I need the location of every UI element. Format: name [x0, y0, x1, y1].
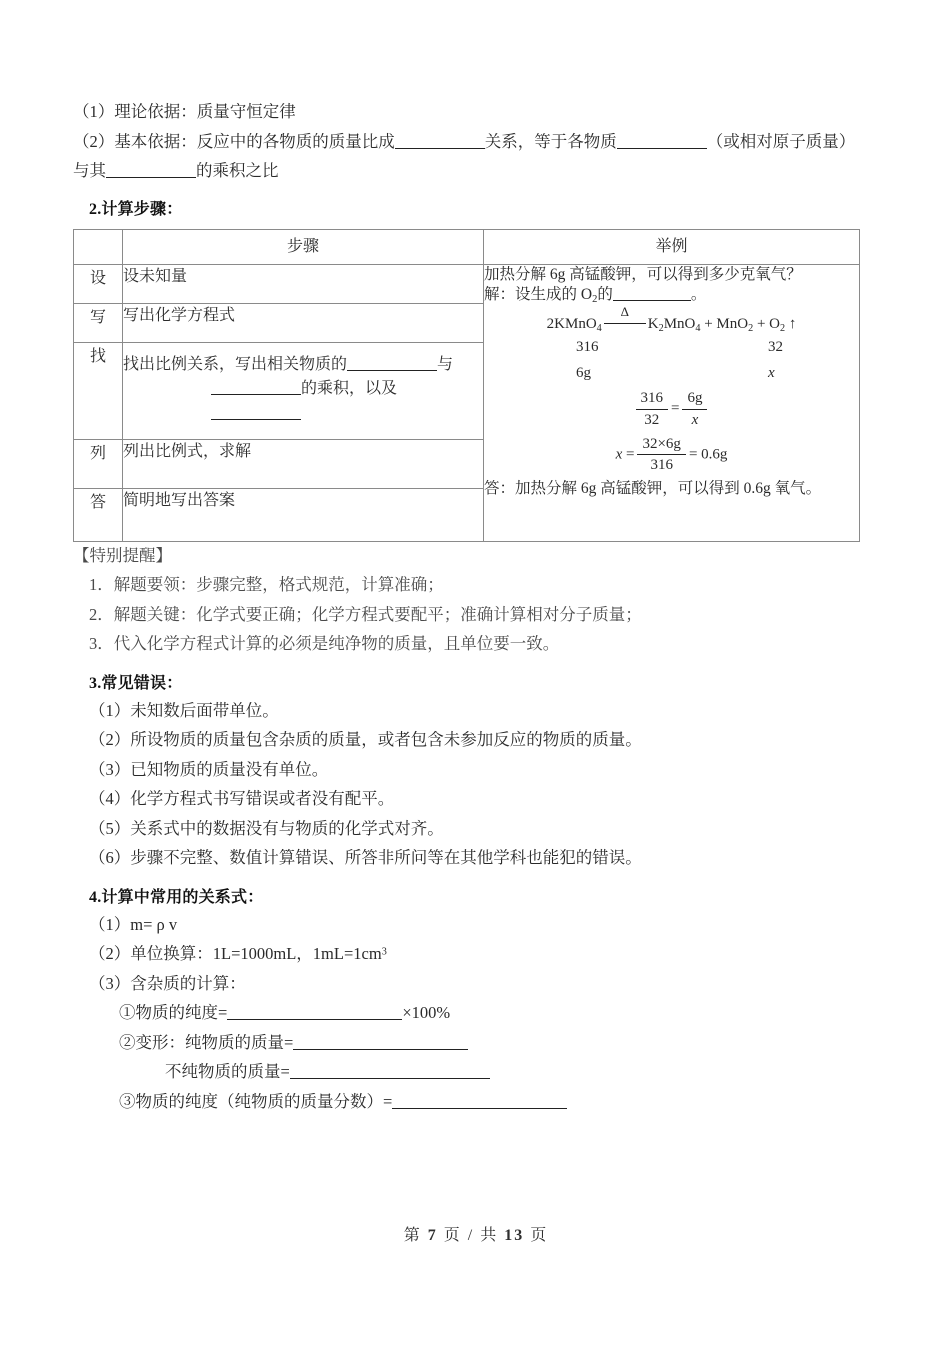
purity-formula-1	[73, 1005, 873, 1022]
intro-item-2-part-b: 关系，等于各物质	[484, 131, 617, 151]
step-desc-she: 设未知量	[123, 264, 484, 303]
purity-formula-4	[73, 1091, 873, 1111]
blank-unknown-quantity	[613, 286, 691, 301]
table-header-blank	[74, 229, 123, 264]
mass-right-32: 32	[768, 339, 783, 356]
purity-formula-1-suffix: ×100%	[402, 1003, 451, 1023]
section-4-item-3: （3）含杂质的计算：	[89, 973, 246, 993]
fraction-denominator: x	[691, 411, 699, 428]
fraction-numerator: 32×6g	[637, 435, 685, 456]
example-solve-prefix: 解：设生成的 O	[484, 286, 593, 304]
product1-text: K	[647, 315, 659, 332]
footer-suffix: 页	[530, 1227, 549, 1244]
step-zhao-line-1	[123, 353, 483, 378]
product1-mid: MnO	[663, 315, 696, 332]
step-desc-lie: 列出比例式，求解	[123, 439, 484, 488]
reminder-item-2: 2．解题关键：化学式要正确；化学方程式要配平；准确计算相对分子质量；	[89, 604, 642, 624]
reactant-text: 2KMnO	[546, 315, 597, 332]
given-values-row	[484, 363, 859, 385]
section-3-item-5: （5）关系式中的数据没有与物质的化学式对齐。	[89, 818, 444, 838]
reactant-subscript: 4	[596, 322, 602, 334]
molar-mass-row	[484, 337, 859, 361]
proportion-equation	[484, 389, 859, 430]
section-3-item-6: （6）步骤不完整、数值计算错误、所答非所问等在其他学科也能犯的错误。	[89, 848, 642, 868]
fraction-denominator: 316	[650, 457, 673, 474]
cm-cubed-superscript: 3	[381, 946, 387, 958]
product1-sub1: 2	[658, 322, 664, 334]
blank-purity-2	[293, 1035, 468, 1050]
product2-sub: 2	[748, 322, 754, 334]
footer-mid: 页 / 共	[443, 1227, 499, 1244]
fraction-numerator: 316	[636, 389, 669, 410]
value-right-x: x	[768, 365, 775, 382]
table-header-steps: 步骤	[123, 229, 484, 264]
step-zhao-text-c: 的乘积，以及	[301, 380, 398, 398]
intro-item-1-text: （1）理论依据：质量守恒定律	[73, 102, 296, 121]
solution-x-label: x	[615, 446, 623, 463]
reminder-item-1: 1．解题要领：步骤完整，格式规范，计算准确；	[89, 575, 444, 595]
step-zhao-line-2	[123, 377, 483, 427]
purity-formula-2	[73, 1032, 873, 1052]
intro-item-1	[73, 104, 873, 121]
section-4-heading: 4.计算中常用的关系式：	[89, 888, 264, 906]
page-footer	[0, 1222, 952, 1245]
step-zhao-text-a: 找出比例关系，写出相关物质的	[123, 355, 348, 373]
blank-coefficient	[106, 163, 196, 178]
reaction-arrow-icon	[602, 303, 648, 333]
footer-total-pages: 13	[504, 1227, 525, 1244]
intro-item-2-part-c: （或相对原子质量）	[706, 131, 856, 151]
fraction-solution	[637, 435, 685, 476]
gas-up-arrow-icon: ↑	[788, 315, 797, 332]
reaction-condition: Δ	[620, 303, 629, 319]
blank-substance	[617, 134, 707, 149]
section-3-item-3: （3）已知物质的质量没有单位。	[89, 759, 329, 779]
equation-reactant	[547, 314, 602, 336]
section-3-heading: 3.常见错误：	[89, 674, 183, 692]
section-4-item-1: （1）m= ρ v	[89, 914, 178, 934]
chemical-equation	[484, 303, 859, 336]
value-left-6g: 6g	[576, 365, 591, 382]
blank-zhao-3	[211, 405, 301, 420]
solution-equation	[484, 435, 859, 476]
purity-formula-3-label: 不纯物质的质量=	[165, 1062, 290, 1082]
blank-purity-4	[392, 1094, 567, 1109]
page-content	[73, 104, 873, 1123]
step-zhao-text-b: 与	[437, 355, 454, 373]
blank-purity-3	[290, 1064, 490, 1079]
purity-formula-2-label: ②变形：纯物质的质量=	[119, 1032, 294, 1052]
step-key-lie: 列	[74, 439, 123, 488]
fraction-numerator: 6g	[682, 389, 707, 410]
arrow-bar	[604, 323, 646, 324]
example-cell	[484, 264, 860, 541]
purity-formula-1-label: ①物质的纯度=	[119, 1003, 228, 1023]
table-header-row	[74, 229, 860, 264]
step-desc-da: 简明地写出答案	[123, 488, 484, 541]
intro-item-2-part-e: 的乘积之比	[196, 161, 279, 180]
product3-text: + O	[756, 315, 780, 332]
reminder-title: 【特别提醒】	[73, 545, 172, 565]
step-desc-xie: 写出化学方程式	[123, 303, 484, 342]
blank-zhao-2	[211, 380, 301, 395]
example-solve-mid: 的	[597, 286, 613, 304]
example-solve-line	[484, 285, 859, 307]
step-key-she: 设	[74, 264, 123, 303]
reminder-item-3: 3．代入化学方程式计算的必须是纯净物的质量，且单位要一致。	[89, 634, 560, 654]
product3-sub: 2	[780, 322, 786, 334]
section-2-heading: 2.计算步骤：	[89, 200, 183, 218]
footer-page-number: 7	[427, 1227, 438, 1244]
intro-item-2-cont	[73, 163, 873, 180]
solution-equals-1: =	[626, 446, 635, 463]
section-3-item-4: （4）化学方程式书写错误或者没有配平。	[89, 789, 395, 809]
equation-products	[648, 314, 797, 336]
table-row	[74, 264, 860, 303]
fraction-6g-x	[682, 389, 707, 430]
fraction-denominator: 32	[644, 411, 660, 428]
section-3-item-1: （1）未知数后面带单位。	[89, 700, 279, 720]
section-4-item-2-text: （2）单位换算：1L=1000mL，1mL=1cm	[89, 944, 382, 964]
footer-prefix: 第	[403, 1227, 422, 1244]
purity-formula-3	[73, 1064, 873, 1081]
product2-text: + MnO	[704, 315, 749, 332]
o2-subscript: 2	[592, 294, 598, 306]
intro-item-2-part-a: （2）基本依据：反应中的各物质的质量比成	[73, 131, 395, 151]
step-key-zhao: 找	[74, 342, 123, 439]
blank-zhao-1	[347, 356, 437, 371]
blank-purity-1	[227, 1005, 402, 1020]
solution-result: = 0.6g	[688, 446, 728, 463]
fraction-316-32	[636, 389, 669, 430]
table-header-example: 举例	[484, 229, 860, 264]
step-key-xie: 写	[74, 303, 123, 342]
calculation-steps-table	[73, 229, 860, 542]
proportion-equals: =	[671, 400, 680, 417]
example-answer: 答：加热分解 6g 高锰酸钾，可以得到 0.6g 氧气。	[484, 480, 822, 498]
section-4-item-2	[73, 946, 873, 963]
blank-relation	[395, 134, 485, 149]
intro-item-2-part-d: 与其	[73, 161, 106, 180]
section-3-item-2: （2）所设物质的质量包含杂质的质量，或者包含未参加反应的物质的质量。	[89, 730, 642, 750]
example-question: 加热分解 6g 高锰酸钾，可以得到多少克氧气？	[484, 265, 802, 283]
step-key-da: 答	[74, 488, 123, 541]
product1-sub2: 4	[695, 322, 701, 334]
mass-left-316: 316	[576, 339, 599, 356]
purity-formula-4-label: ③物质的纯度（纯物质的质量分数）=	[119, 1091, 393, 1111]
step-desc-zhao	[123, 342, 484, 439]
intro-item-2	[73, 131, 873, 151]
example-solve-suffix: 。	[690, 286, 707, 304]
